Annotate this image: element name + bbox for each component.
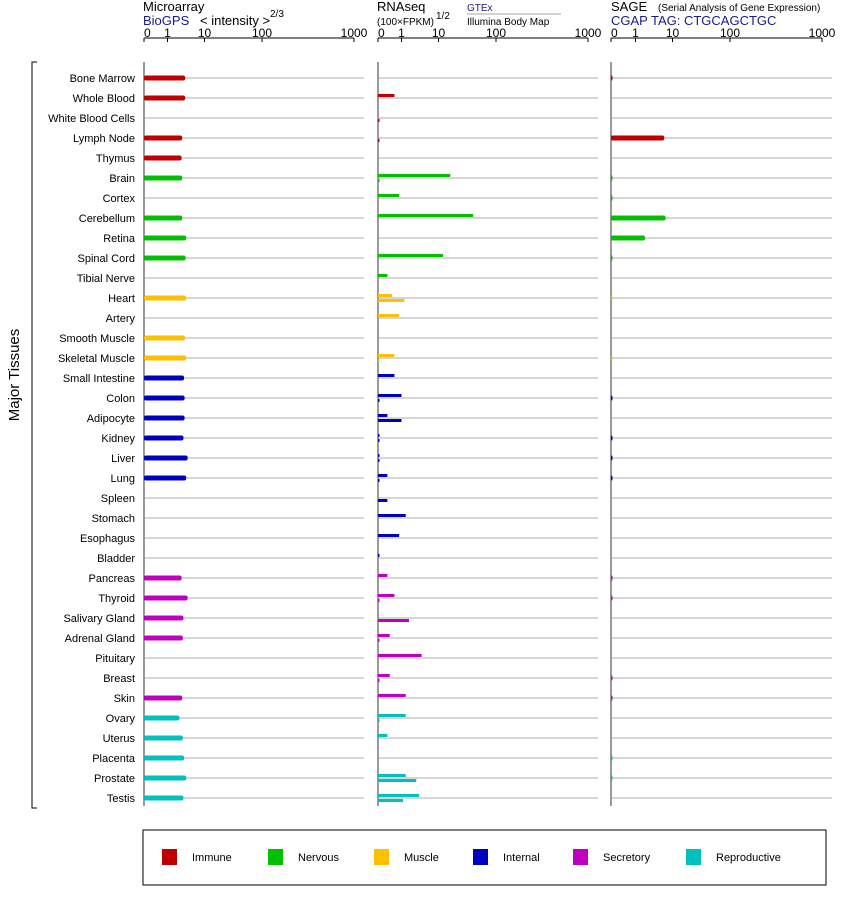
tissue-label: Heart — [108, 293, 135, 305]
sage-tag: CGAP TAG: CTGCAGCTGC — [611, 13, 777, 28]
gtex-bar — [378, 414, 387, 417]
gtex-bar — [378, 714, 406, 717]
ibm-bar — [378, 299, 404, 302]
sage-bar — [611, 476, 613, 481]
microarray-tick-label: 1 — [164, 26, 171, 40]
legend-label-nervous: Nervous — [298, 852, 339, 864]
ibm-bar — [378, 679, 380, 682]
tissue-label: Pancreas — [88, 573, 135, 585]
ibm-bar — [378, 399, 380, 402]
microarray-bar — [144, 616, 183, 621]
sage-tick-label: 0 — [611, 26, 618, 40]
gtex-bar — [378, 434, 380, 437]
gtex-bar — [378, 174, 450, 177]
legend-label-secretory: Secretory — [603, 852, 651, 864]
microarray-bar — [144, 356, 186, 361]
gtex-bar — [378, 634, 390, 637]
rnaseq-tick-label: 1000 — [574, 26, 602, 40]
gtex-bar — [378, 574, 387, 577]
sage-bar — [611, 256, 613, 261]
ibm-bar — [378, 479, 380, 482]
tissue-label: Artery — [105, 313, 135, 325]
tissue-label: Retina — [103, 233, 135, 245]
legend-swatch-immune — [162, 849, 177, 865]
microarray-bar — [144, 336, 185, 341]
gtex-bar — [378, 474, 387, 477]
microarray-bar — [144, 376, 184, 381]
microarray-tick-label: 10 — [197, 26, 212, 40]
microarray-bar — [144, 176, 182, 181]
tissue-label: Pituitary — [95, 653, 135, 665]
tissue-label: Prostate — [94, 773, 135, 785]
microarray-bar — [144, 396, 185, 401]
microarray-bar — [144, 156, 182, 161]
microarray-bar — [144, 576, 182, 581]
ibm-bar — [378, 799, 403, 802]
rnaseq-source-ibm: Illumina Body Map — [467, 17, 550, 28]
side-label: Major Tissues — [6, 328, 23, 422]
rnaseq-tick-label: 100 — [485, 26, 507, 40]
microarray-scale-exp: 2/3 — [270, 9, 284, 20]
legend-label-muscle: Muscle — [404, 852, 439, 864]
tissue-label: Small Intestine — [62, 373, 135, 385]
sage-bar — [611, 356, 613, 361]
legend-label-immune: Immune — [192, 852, 232, 864]
tissue-label: Bone Marrow — [69, 73, 135, 85]
gtex-bar — [378, 274, 387, 277]
gtex-bar — [378, 314, 399, 317]
microarray-bar — [144, 216, 182, 221]
microarray-title: Microarray — [143, 0, 205, 14]
gtex-bar — [378, 94, 394, 97]
tissue-label: Stomach — [91, 513, 135, 525]
microarray-bar — [144, 416, 185, 421]
sage-bar — [611, 596, 613, 601]
gtex-bar — [378, 554, 380, 557]
microarray-tick-label: 1000 — [340, 26, 368, 40]
ibm-bar — [378, 499, 387, 502]
sage-bar — [611, 776, 613, 781]
ibm-bar — [378, 439, 380, 442]
microarray-bar — [144, 756, 184, 761]
legend-label-reproductive: Reproductive — [716, 852, 781, 864]
gtex-bar — [378, 214, 473, 217]
tissue-label: Adrenal Gland — [64, 633, 135, 645]
tissue-label: Skin — [113, 693, 135, 705]
gtex-bar — [378, 694, 406, 697]
microarray-bar — [144, 696, 182, 701]
sage-bar — [611, 236, 645, 241]
rnaseq-title: RNAseq — [377, 0, 426, 14]
sage-tick-label: 1 — [632, 26, 639, 40]
tissue-label: Testis — [106, 793, 135, 805]
microarray-bar — [144, 476, 186, 481]
sage-bar — [611, 576, 613, 581]
sage-subtitle: (Serial Analysis of Gene Expression) — [658, 3, 821, 14]
sage-bar — [611, 176, 613, 181]
microarray-bar — [144, 596, 188, 601]
microarray-scale-label: < intensity > — [200, 13, 271, 28]
gtex-bar — [378, 394, 402, 397]
tissue-label: Ovary — [105, 713, 135, 725]
legend-swatch-secretory — [573, 849, 588, 865]
ibm-bar — [378, 779, 416, 782]
tissue-label: Spleen — [100, 493, 135, 505]
tissue-label: Breast — [103, 673, 135, 685]
gtex-bar — [378, 594, 394, 597]
legend-swatch-internal — [473, 849, 488, 865]
sage-bar — [611, 696, 613, 701]
gtex-bar — [378, 774, 406, 777]
tissue-label: Brain — [109, 173, 135, 185]
tissue-label: Colon — [106, 393, 135, 405]
sage-tick-label: 1000 — [808, 26, 836, 40]
ibm-bar — [378, 459, 380, 462]
microarray-bar — [144, 456, 188, 461]
ibm-bar — [378, 639, 380, 642]
ibm-bar — [378, 619, 409, 622]
sage-bar — [611, 396, 613, 401]
gtex-bar — [378, 794, 419, 797]
tissue-label: Smooth Muscle — [59, 333, 135, 345]
microarray-tick-label: 100 — [251, 26, 273, 40]
rnaseq-scale-exp: 1/2 — [436, 11, 450, 22]
tissue-label: Spinal Cord — [77, 253, 135, 265]
rnaseq-tick-label: 1 — [398, 26, 405, 40]
legend-swatch-reproductive — [686, 849, 701, 865]
tissue-label: Salivary Gland — [63, 613, 135, 625]
ibm-bar — [378, 179, 380, 182]
gtex-bar — [378, 534, 399, 537]
sage-tick-label: 100 — [719, 26, 741, 40]
tissue-label: Thyroid — [98, 593, 135, 605]
tissue-label: Uterus — [102, 733, 135, 745]
ibm-bar — [378, 359, 380, 362]
gtex-bar — [378, 194, 399, 197]
sage-bar — [611, 76, 613, 81]
legend-swatch-muscle — [374, 849, 389, 865]
sage-bar — [611, 136, 664, 141]
gtex-bar — [378, 674, 390, 677]
sage-bar — [611, 196, 613, 201]
tissue-label: Thymus — [95, 153, 135, 165]
microarray-bar — [144, 236, 186, 241]
sage-title: SAGE — [611, 0, 648, 14]
gtex-bar — [378, 254, 443, 257]
rnaseq-tick-label: 10 — [431, 26, 446, 40]
rnaseq-source-gtex: GTEx — [467, 3, 493, 14]
tissue-label: Lung — [110, 473, 135, 485]
ibm-bar — [378, 419, 402, 422]
side-bracket — [32, 62, 37, 808]
legend-swatch-nervous — [268, 849, 283, 865]
sage-bar — [611, 456, 613, 461]
legend-label-internal: Internal — [503, 852, 540, 864]
ibm-bar — [378, 139, 380, 142]
tissue-label: Esophagus — [79, 533, 135, 545]
tissue-label: Placenta — [92, 753, 135, 765]
sage-bar — [611, 436, 613, 441]
microarray-bar — [144, 736, 183, 741]
microarray-tick-label: 0 — [144, 26, 151, 40]
tissue-label: Whole Blood — [72, 93, 135, 105]
tissue-label: Skeletal Muscle — [57, 353, 135, 365]
gtex-bar — [378, 454, 380, 457]
sage-tick-label: 10 — [665, 26, 680, 40]
tissue-label: Cortex — [102, 193, 135, 205]
rnaseq-scale-label: (100×FPKM) — [377, 17, 434, 28]
rnaseq-tick-label: 0 — [378, 26, 385, 40]
microarray-bar — [144, 636, 183, 641]
sage-bar — [611, 216, 666, 221]
ibm-bar — [378, 119, 380, 122]
gtex-bar — [378, 294, 392, 297]
tissue-label: Lymph Node — [73, 133, 135, 145]
sage-bar — [611, 296, 613, 301]
sage-bar — [611, 756, 613, 761]
tissue-label: Tibial Nerve — [76, 273, 135, 285]
microarray-bar — [144, 136, 182, 141]
microarray-bar — [144, 296, 186, 301]
tissue-label: Adipocyte — [86, 413, 135, 425]
microarray-bar — [144, 436, 183, 441]
gtex-bar — [378, 514, 406, 517]
ibm-bar — [378, 719, 380, 722]
ibm-bar — [378, 599, 380, 602]
gtex-bar — [378, 734, 387, 737]
microarray-source: BioGPS — [143, 13, 190, 28]
gtex-bar — [378, 654, 422, 657]
tissue-label: Cerebellum — [78, 213, 135, 225]
gtex-bar — [378, 354, 394, 357]
tissue-label: Kidney — [101, 433, 135, 445]
microarray-bar — [144, 716, 179, 721]
tissue-label: White Blood Cells — [48, 113, 135, 125]
tissue-label: Bladder — [97, 553, 135, 565]
microarray-bar — [144, 96, 185, 101]
sage-bar — [611, 676, 613, 681]
tissue-label: Liver — [111, 453, 135, 465]
microarray-bar — [144, 796, 183, 801]
microarray-bar — [144, 76, 185, 81]
gtex-bar — [378, 374, 394, 377]
microarray-bar — [144, 776, 186, 781]
microarray-bar — [144, 256, 186, 261]
